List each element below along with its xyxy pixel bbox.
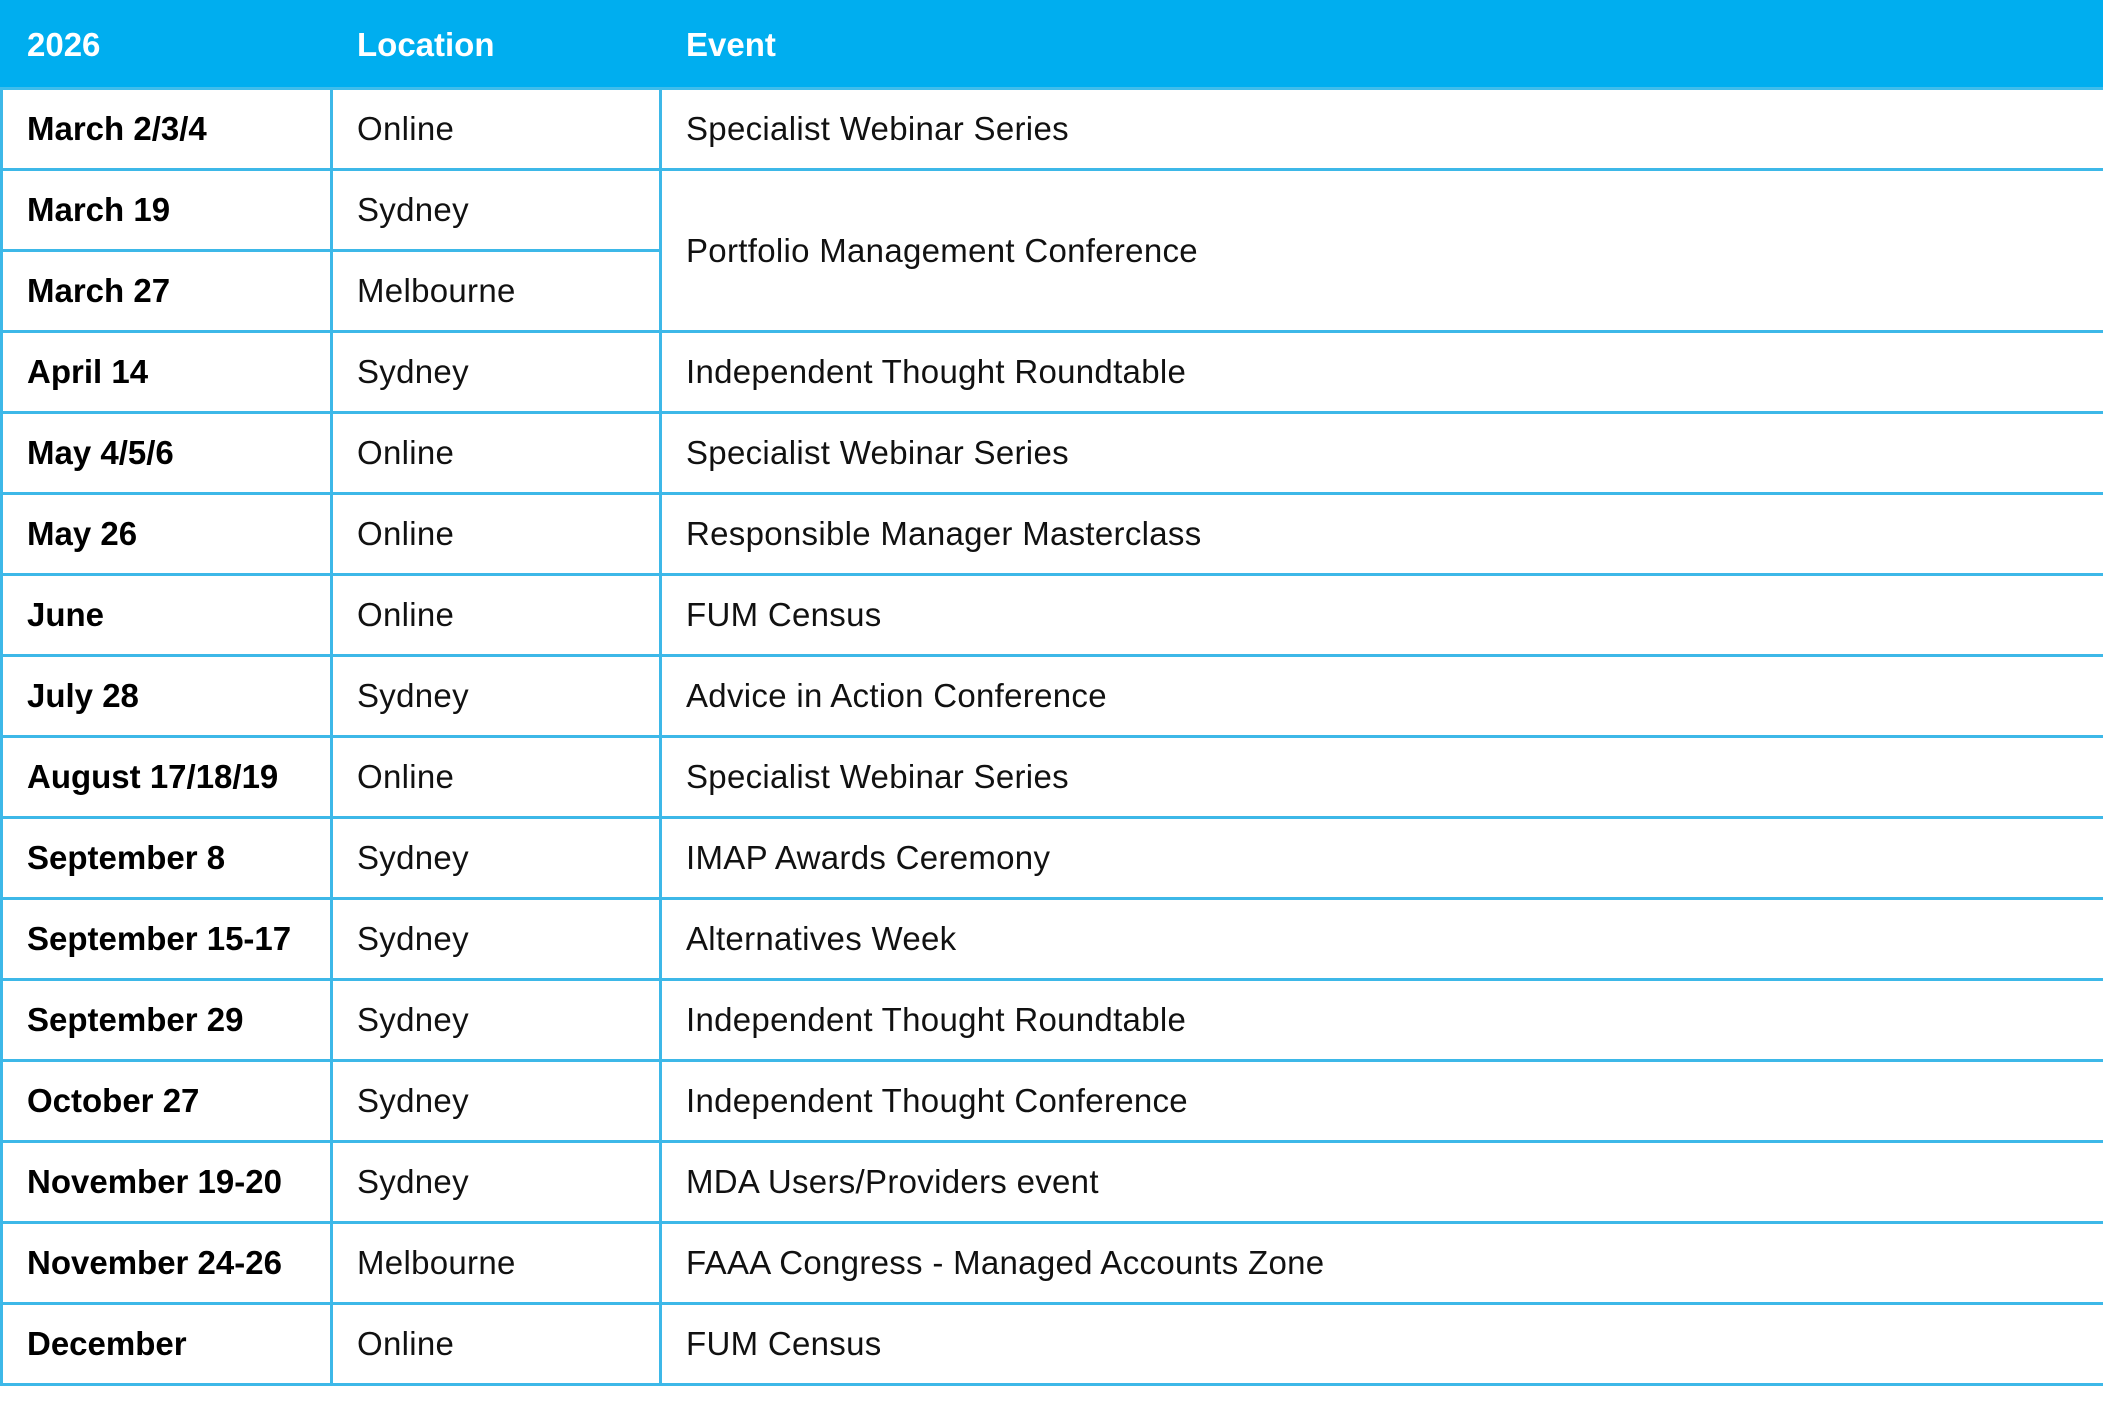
event-name: Responsible Manager Masterclass bbox=[661, 494, 2103, 575]
event-location: Online bbox=[332, 737, 661, 818]
event-date: April 14 bbox=[2, 332, 332, 413]
event-name: Independent Thought Roundtable bbox=[661, 332, 2103, 413]
event-date: July 28 bbox=[2, 656, 332, 737]
event-name: FUM Census bbox=[661, 1304, 2103, 1385]
header-location: Location bbox=[332, 2, 661, 89]
table-row bbox=[2, 1061, 2103, 1142]
event-date: September 29 bbox=[2, 980, 332, 1061]
event-location: Melbourne bbox=[332, 1223, 661, 1304]
event-name: MDA Users/Providers event bbox=[661, 1142, 2103, 1223]
table-row bbox=[2, 818, 2103, 899]
event-date: May 26 bbox=[2, 494, 332, 575]
table-row bbox=[2, 575, 2103, 656]
table-row bbox=[2, 737, 2103, 818]
event-location: Sydney bbox=[332, 332, 661, 413]
header-row bbox=[2, 2, 2103, 89]
table-row bbox=[2, 656, 2103, 737]
event-location: Sydney bbox=[332, 656, 661, 737]
event-date: March 2/3/4 bbox=[2, 89, 332, 170]
header-event: Event bbox=[661, 2, 2103, 89]
event-location: Sydney bbox=[332, 899, 661, 980]
event-location: Online bbox=[332, 413, 661, 494]
event-name: Alternatives Week bbox=[661, 899, 2103, 980]
event-location: Online bbox=[332, 494, 661, 575]
event-location: Sydney bbox=[332, 170, 661, 251]
table-row bbox=[2, 1223, 2103, 1304]
event-name: Specialist Webinar Series bbox=[661, 413, 2103, 494]
table-row bbox=[2, 494, 2103, 575]
event-location: Sydney bbox=[332, 980, 661, 1061]
event-name: FUM Census bbox=[661, 575, 2103, 656]
event-date: August 17/18/19 bbox=[2, 737, 332, 818]
event-name: Portfolio Management Conference bbox=[661, 170, 2103, 332]
event-date: March 27 bbox=[2, 251, 332, 332]
event-name: Advice in Action Conference bbox=[661, 656, 2103, 737]
header-year: 2026 bbox=[2, 2, 332, 89]
event-name: IMAP Awards Ceremony bbox=[661, 818, 2103, 899]
table-row bbox=[2, 413, 2103, 494]
table-row bbox=[2, 1304, 2103, 1385]
table-row bbox=[2, 89, 2103, 170]
event-date: December bbox=[2, 1304, 332, 1385]
event-name: Specialist Webinar Series bbox=[661, 737, 2103, 818]
table-row bbox=[2, 332, 2103, 413]
event-name: Specialist Webinar Series bbox=[661, 89, 2103, 170]
event-name: Independent Thought Conference bbox=[661, 1061, 2103, 1142]
event-location: Online bbox=[332, 575, 661, 656]
event-location: Online bbox=[332, 89, 661, 170]
event-date: October 27 bbox=[2, 1061, 332, 1142]
event-name: Independent Thought Roundtable bbox=[661, 980, 2103, 1061]
event-date: November 19-20 bbox=[2, 1142, 332, 1223]
event-location: Melbourne bbox=[332, 251, 661, 332]
table-row bbox=[2, 980, 2103, 1061]
event-date: September 15-17 bbox=[2, 899, 332, 980]
event-location: Sydney bbox=[332, 818, 661, 899]
event-date: May 4/5/6 bbox=[2, 413, 332, 494]
event-location: Online bbox=[332, 1304, 661, 1385]
event-location: Sydney bbox=[332, 1142, 661, 1223]
table-row bbox=[2, 899, 2103, 980]
table-row bbox=[2, 1142, 2103, 1223]
event-date: September 8 bbox=[2, 818, 332, 899]
event-date: March 19 bbox=[2, 170, 332, 251]
event-date: June bbox=[2, 575, 332, 656]
event-date: November 24-26 bbox=[2, 1223, 332, 1304]
table-row bbox=[2, 170, 2103, 251]
event-name: FAAA Congress - Managed Accounts Zone bbox=[661, 1223, 2103, 1304]
event-location: Sydney bbox=[332, 1061, 661, 1142]
